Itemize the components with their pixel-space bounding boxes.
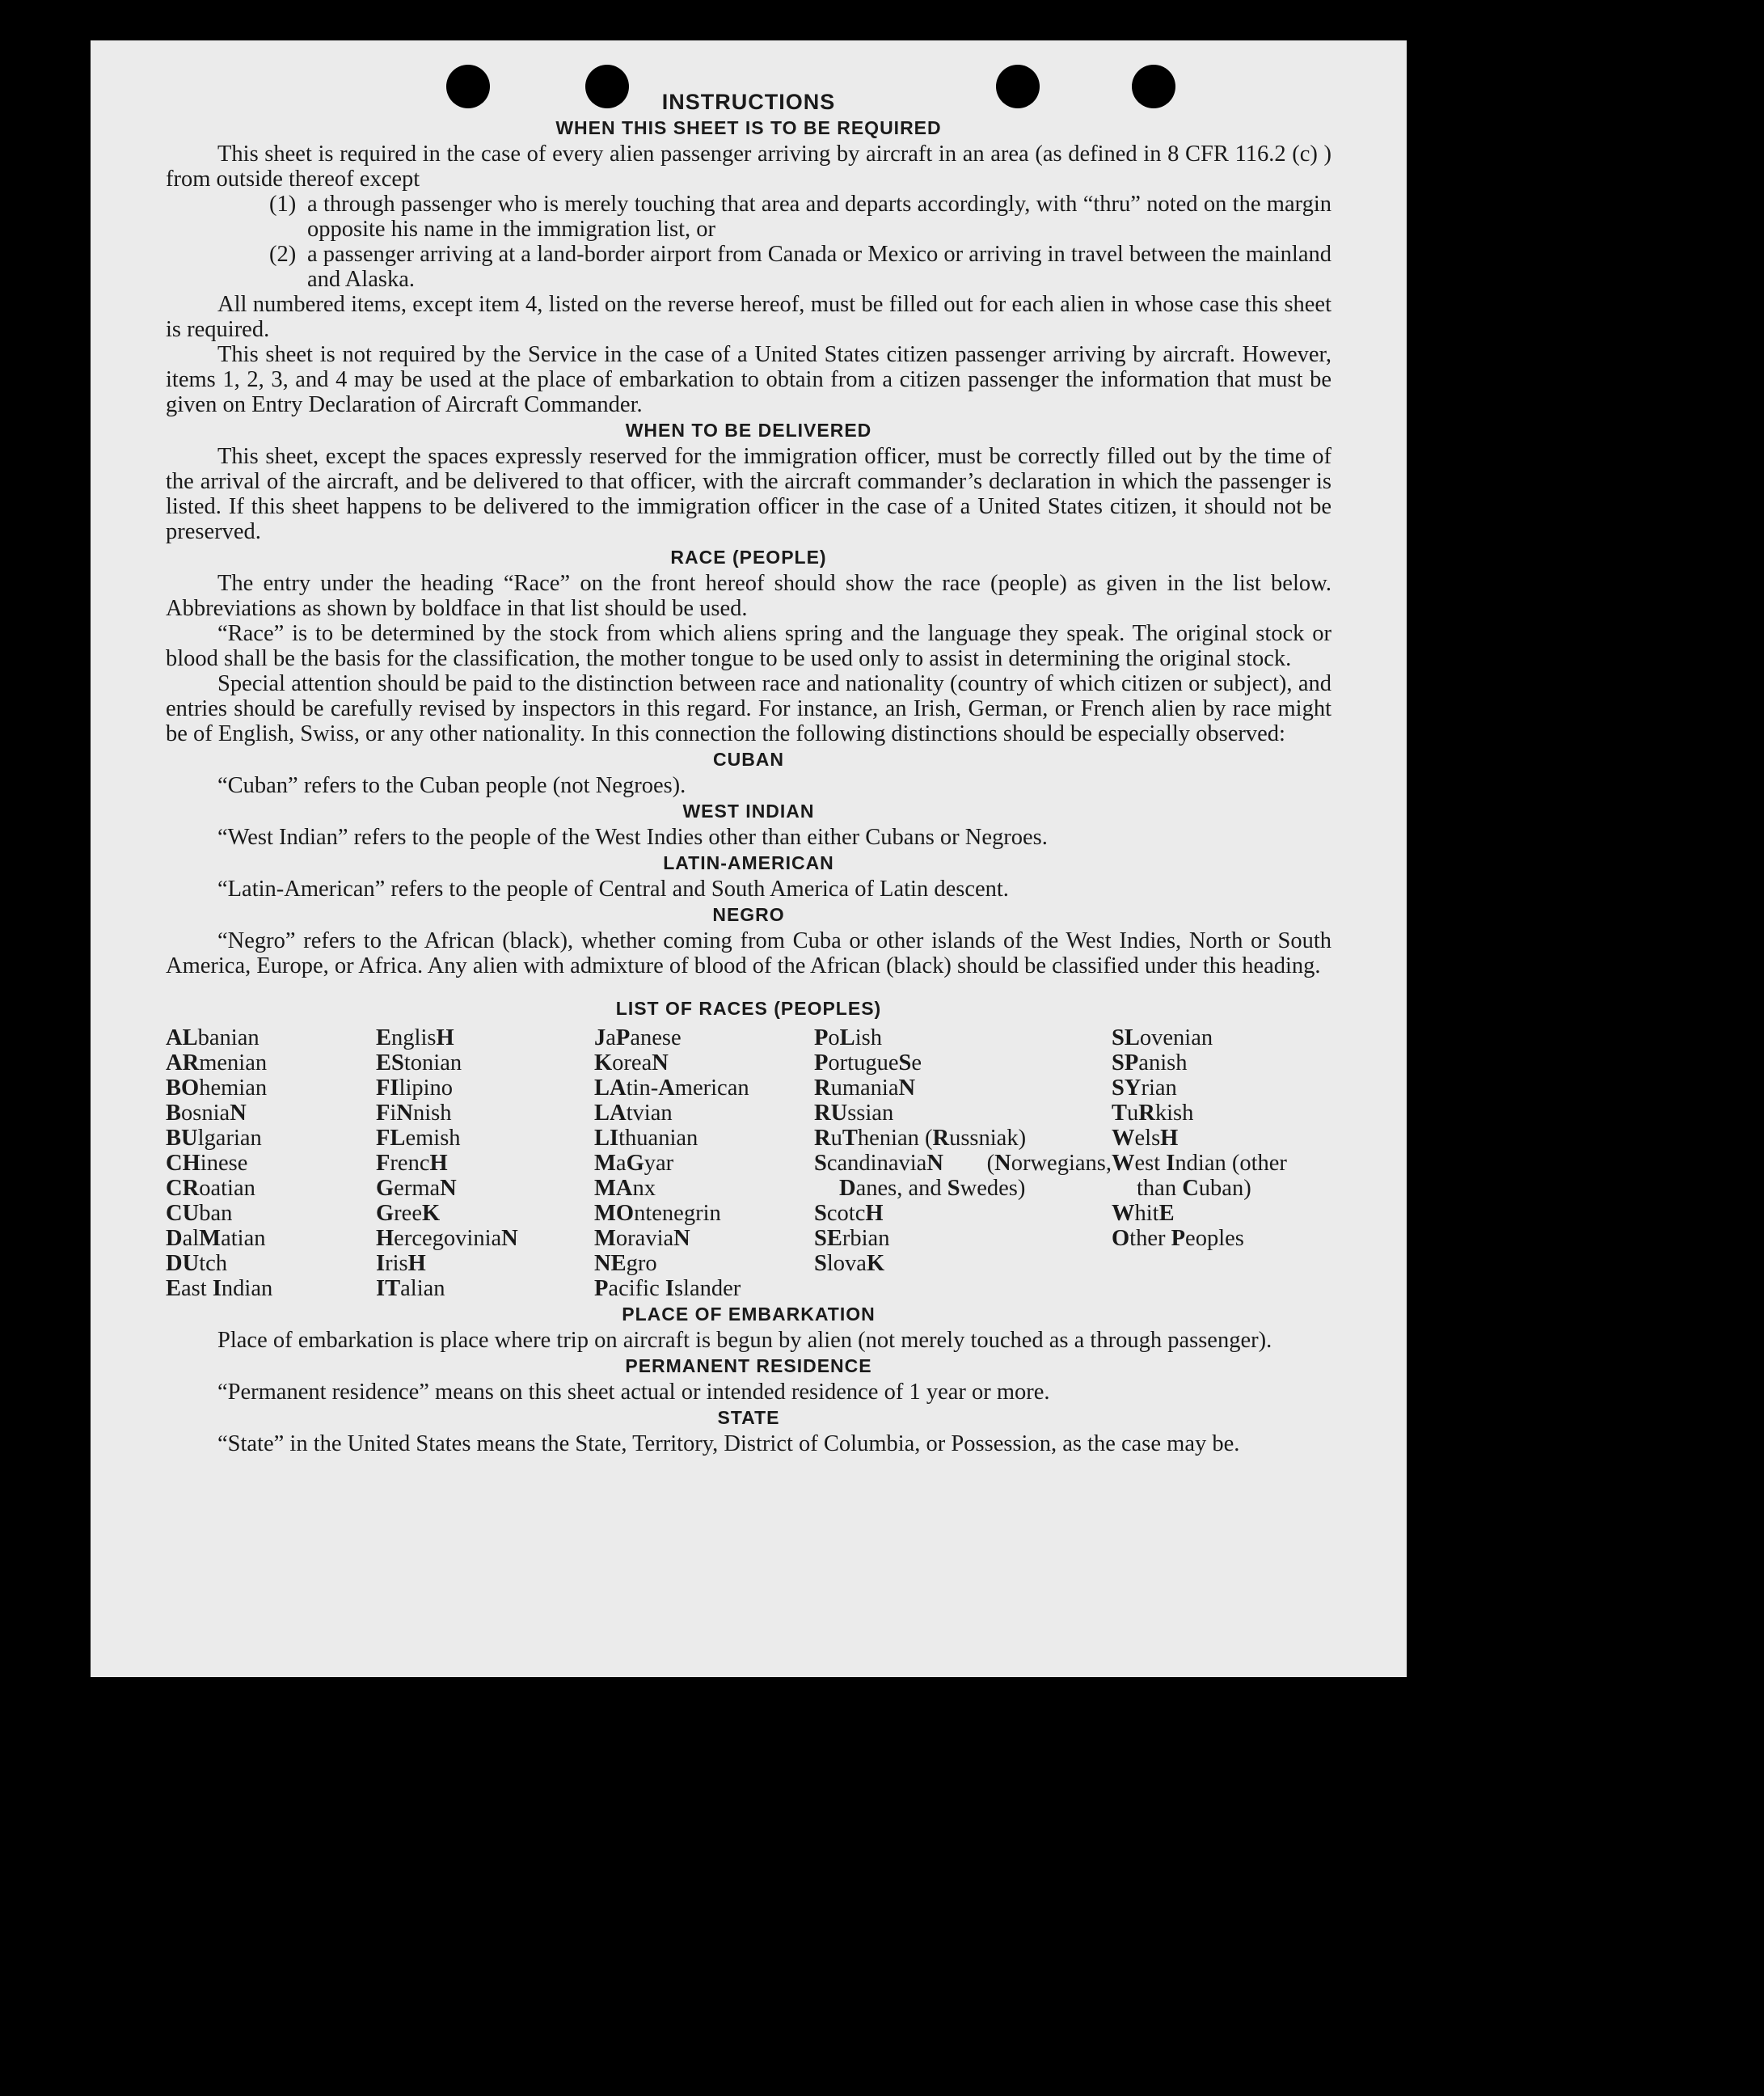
race-entry: DUtch [166,1251,228,1276]
page-title: INSTRUCTIONS [661,90,836,114]
race-entry: CRoatian [166,1176,255,1201]
race-entry: GreeK [376,1201,441,1226]
paragraph: This sheet is not required by the Service in the case of a United States citizen passenger arriving by aircraft. However, items 1, 2, 3, and 4 may be used at the place of embarkation to obtain from a citizen passenger the information that must be given on Entry Declaration of Aircraft Commander. [166,342,1331,417]
instruction-sheet [91,40,1407,1677]
race-entry: ALbanian [166,1025,260,1050]
race-entry: ITalian [376,1276,445,1301]
heading-west-indian: WEST INDIAN [682,801,815,822]
item-number: (1) [269,192,297,217]
race-entry: FiNnish [376,1101,452,1126]
race-entry: BosniaN [166,1101,247,1126]
race-entry: EnglisH [376,1025,454,1050]
race-entry: PoLish [814,1025,882,1050]
race-entry: GermaN [376,1176,457,1201]
race-entry: RuThenian (Russniak) [814,1126,1027,1151]
race-entry: MOntenegrin [594,1201,721,1226]
heading-list-of-races: LIST OF RACES (PEOPLES) [615,998,882,1019]
race-entry: EStonian [376,1050,462,1075]
paragraph: Place of embarkation is place where trip on aircraft is begun by alien (not merely touched as a through passenger). [217,1328,1272,1353]
race-entry: NEgro [594,1251,657,1276]
race-entry: Other Peoples [1112,1226,1244,1251]
heading-when-delivered: WHEN TO BE DELIVERED [625,420,872,441]
race-entry: CHinese [166,1151,248,1176]
race-entry: MoraviaN [594,1226,690,1251]
race-entry: LAtin-American [594,1075,749,1101]
race-entry: PortugueSe [814,1050,922,1075]
race-entry: MAnx [594,1176,656,1201]
paragraph: “Negro” refers to the African (black), whether coming from Cuba or other islands of the West Indies, North or South America, Europe, or Africa. Any alien with admixture of blood of the African (black) should be classified under this heading. [166,928,1331,978]
heading-cuban: CUBAN [712,749,785,770]
paragraph: “Cuban” refers to the Cuban people (not Negroes). [217,773,686,798]
race-entry: LIthuanian [594,1126,698,1151]
item-number: (2) [269,242,297,267]
item-text: a passenger arriving at a land-border airport from Canada or Mexico or arriving in travel between the mainland and Alaska. [307,242,1331,292]
race-column [814,1025,1112,1301]
race-entry: KoreaN [594,1050,669,1075]
race-entry: CUban [166,1201,233,1226]
race-list [166,1025,1331,1301]
race-entry: RUssian [814,1101,894,1126]
race-entry: LAtvian [594,1101,673,1126]
heading-embarkation: PLACE OF EMBARKATION [622,1304,876,1325]
race-entry: WelsH [1112,1126,1179,1151]
race-entry: ARmenian [166,1050,268,1075]
list-item [166,242,1331,292]
race-entry: SYrian [1112,1075,1177,1101]
race-entry: SErbian [814,1226,890,1251]
race-entry: HercegoviniaN [376,1226,518,1251]
race-column [594,1025,814,1301]
race-entry: BOhemian [166,1075,268,1101]
heading-negro: NEGRO [712,904,785,925]
race-column [376,1025,594,1301]
paragraph: “Permanent residence” means on this sheet actual or intended residence of 1 year or more. [217,1380,1050,1405]
race-entry: SPanish [1112,1050,1188,1075]
race-entry: DalMatian [166,1226,266,1251]
paragraph: This sheet is required in the case of every alien passenger arriving by aircraft in an area (as defined in 8 CFR 116.2 (c) ) from outside thereof except [166,142,1331,192]
race-entry: Pacific Islander [594,1276,741,1301]
paragraph: “Race” is to be determined by the stock from which aliens spring and the language they speak. The original stock or blood shall be the basis for the classification, the mother tongue to be used only to assist in determining the original stock. [166,621,1331,671]
paragraph: “West Indian” refers to the people of the West Indies other than either Cubans or Negroes. [217,825,1048,850]
instructions-text [166,89,1331,1456]
paragraph: Special attention should be paid to the distinction between race and nationality (country of which citizen or subject), and entries should be carefully revised by inspectors in this regard. For instance, an Irish, German, or French alien by race might be of English, Swiss, or any other nationality. In this connection the following distinctions should be especially observed: [166,671,1331,746]
race-entry: BUlgarian [166,1126,262,1151]
race-entry: RumaniaN [814,1075,916,1101]
heading-state: STATE [717,1407,780,1428]
paragraph: “State” in the United States means the State, Territory, District of Columbia, or Possession, as the case may be. [217,1431,1240,1456]
race-entry: IrisH [376,1251,426,1276]
race-entry: TuRkish [1112,1101,1194,1126]
item-text: a through passenger who is merely touching that area and departs accordingly, with “thru” noted on the margin opposite his name in the immigration list, or [307,192,1331,242]
paragraph: All numbered items, except item 4, listed on the reverse hereof, must be filled out for each alien in whose case this sheet is required. [166,292,1331,342]
race-entry: East Indian [166,1276,273,1301]
race-entry: FrencH [376,1151,448,1176]
race-column [166,1025,376,1301]
paragraph: This sheet, except the spaces expressly reserved for the immigration officer, must be correctly filled out by the time of the arrival of the aircraft, and be delivered to that officer, with the aircraft commander’s declaration in which the passenger is listed. If this sheet happens to be delivered to the immigration officer in the case of a United States citizen, it should not be preserved. [166,444,1331,544]
race-entry: MaGyar [594,1151,674,1176]
race-entry: WhitE [1112,1201,1175,1226]
race-entry: ScandinaviaN (Norwegians, Danes, and Swedes) [814,1151,1112,1201]
race-entry: ScotcH [814,1201,884,1226]
race-entry: SLovenian [1112,1025,1213,1050]
race-entry: SlovaK [814,1251,885,1276]
heading-residence: PERMANENT RESIDENCE [625,1355,872,1376]
race-entry: West Indian (other than Cuban) [1112,1151,1287,1201]
paragraph: “Latin-American” refers to the people of Central and South America of Latin descent. [217,877,1009,902]
race-entry: JaPanese [594,1025,682,1050]
heading-latin-american: LATIN-AMERICAN [663,852,834,873]
list-item [166,192,1331,242]
heading-when-required: WHEN THIS SHEET IS TO BE REQUIRED [555,117,942,138]
race-column [1112,1025,1331,1301]
race-entry: FLemish [376,1126,461,1151]
race-entry: FIlipino [376,1075,454,1101]
heading-race: RACE (PEOPLE) [670,547,827,568]
paragraph: The entry under the heading “Race” on the front hereof should show the race (people) as given in the list below. Abbreviations as shown by boldface in that list should be used. [166,571,1331,621]
